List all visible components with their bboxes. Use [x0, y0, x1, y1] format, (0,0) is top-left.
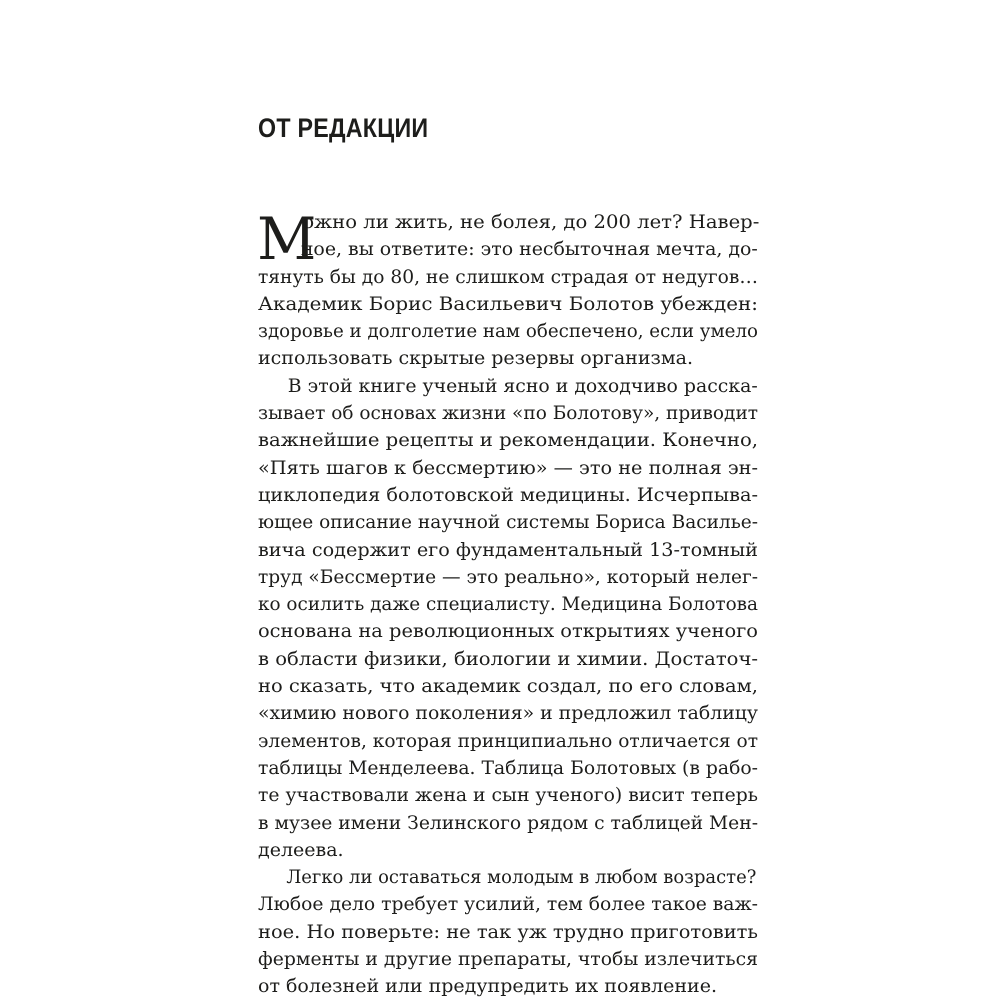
text-line: «химию нового поколения» и предложил таблицу — [258, 702, 758, 725]
text-line: элементов, которая принципиально отличается от — [258, 729, 758, 752]
text-line: вича содержит его фундаментальный 13-томный — [258, 538, 758, 561]
body-text — [257, 205, 760, 1001]
text-line: «Пять шагов к бессмертию» — это не полная эн- — [258, 456, 758, 479]
text-line: ферменты и другие препараты, чтобы излечиться — [258, 948, 759, 971]
text-line: ожно ли жить, не болея, до 200 лет? Навер- — [302, 211, 760, 233]
text-line: В этой книге ученый ясно и доходчиво расска- — [287, 374, 758, 397]
text-line: Академик Борис Васильевич Болотов убежден: — [258, 292, 759, 315]
drop-cap: М — [257, 205, 317, 273]
text-line: труд «Бессмертие — это реально», который нелег- — [258, 565, 759, 588]
text-line: в музее имени Зелинского рядом с таблицей Мен- — [258, 811, 759, 834]
text-line: основана на революционных открытиях ученого — [258, 620, 758, 643]
text-line: делеева. — [258, 838, 344, 861]
text-line: здоровье и долголетие нам обеспечено, если умело — [258, 320, 759, 343]
text-line: но сказать, что академик создал, по его словам, — [258, 675, 759, 698]
text-line: циклопедия болотовской медицины. Исчерпыва- — [258, 483, 758, 506]
text-line: ное. Но поверьте: не так уж трудно приготовить — [258, 920, 758, 943]
page-heading: ОТ РЕДАКЦИИ — [258, 113, 429, 143]
text-line: ко осилить даже специалисту. Медицина Болотова — [258, 593, 759, 616]
text-line: ное, вы ответите: это несбыточная мечта, до- — [300, 238, 758, 261]
text-line: в области физики, биологии и химии. Достаточ- — [258, 647, 759, 670]
text-line: важнейшие рецепты и рекомендации. Конечно, — [258, 429, 759, 452]
text-line: Легко ли оставаться молодым в любом возрасте? — [286, 866, 757, 889]
text-line: ющее описание научной системы Бориса Василье- — [258, 511, 758, 534]
text-line: зывает об основах жизни «по Болотову», приводит — [258, 402, 758, 425]
text-line: использовать скрытые резервы организма. — [258, 347, 694, 370]
text-line: те участвовали жена и сын ученого) висит теперь — [258, 784, 758, 807]
text-line: от болезней или предупредить их появление. — [258, 975, 717, 998]
text-line: таблицы Менделеева. Таблица Болотовых (в рабо- — [258, 756, 759, 779]
text-line: Любое дело требует усилий, тем более такое важ- — [258, 893, 758, 916]
text-line: тянуть бы до 80, не слишком страдая от недугов… — [258, 265, 759, 288]
